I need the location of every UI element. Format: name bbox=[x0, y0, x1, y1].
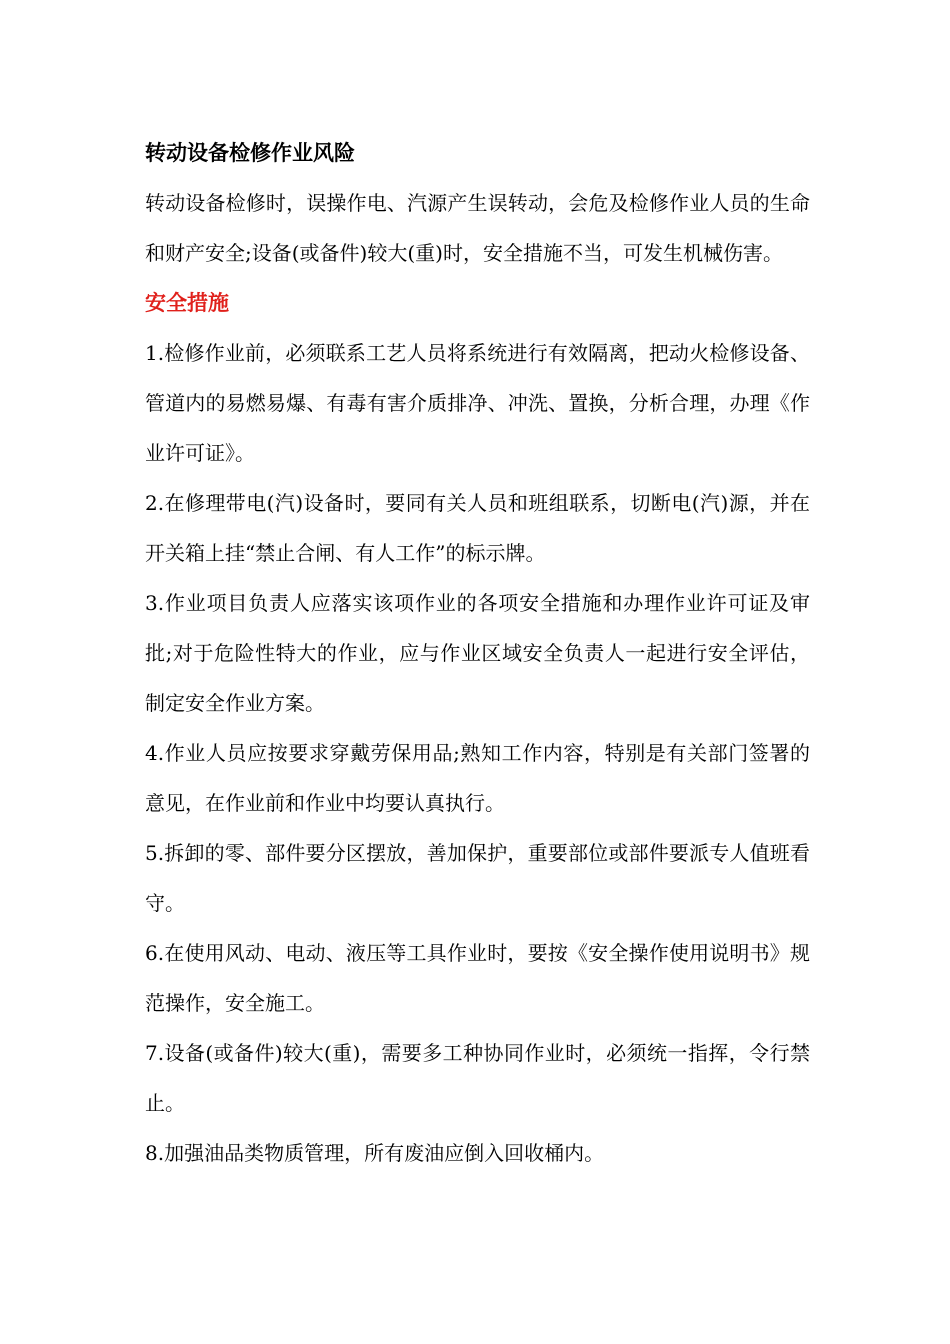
document-title: 转动设备检修作业风险 bbox=[145, 141, 355, 165]
measure-item-5: 5.拆卸的零、部件要分区摆放，善加保护，重要部位或部件要派专人值班看守。 bbox=[145, 841, 810, 915]
measures-heading: 安全措施 bbox=[145, 291, 229, 315]
measure-item-6: 6.在使用风动、电动、液压等工具作业时，要按《安全操作使用说明书》规范操作，安全施工。 bbox=[145, 941, 810, 1015]
intro-paragraph: 转动设备检修时，误操作电、汽源产生误转动，会危及检修作业人员的生命和财产安全;设备(或备件)较大(重)时，安全措施不当，可发生机械伤害。 bbox=[145, 191, 810, 265]
measure-item-8: 8.加强油品类物质管理，所有废油应倒入回收桶内。 bbox=[145, 1141, 605, 1165]
measure-item-4: 4.作业人员应按要求穿戴劳保用品;熟知工作内容，特别是有关部门签署的意见，在作业前和作业中均要认真执行。 bbox=[145, 741, 810, 815]
measure-item-1: 1.检修作业前，必须联系工艺人员将系统进行有效隔离，把动火检修设备、管道内的易燃易爆、有毒有害介质排净、冲洗、置换，分析合理，办理《作业许可证》。 bbox=[145, 341, 810, 465]
measure-item-2: 2.在修理带电(汽)设备时，要同有关人员和班组联系，切断电(汽)源，并在开关箱上挂“禁止合闸、有人工作”的标示牌。 bbox=[145, 491, 810, 565]
measure-item-3: 3.作业项目负责人应落实该项作业的各项安全措施和办理作业许可证及审批;对于危险性特大的作业，应与作业区域安全负责人一起进行安全评估，制定安全作业方案。 bbox=[145, 591, 810, 715]
document-body bbox=[145, 128, 810, 1178]
measure-item-7: 7.设备(或备件)较大(重)，需要多工种协同作业时，必须统一指挥，令行禁止。 bbox=[145, 1041, 810, 1115]
